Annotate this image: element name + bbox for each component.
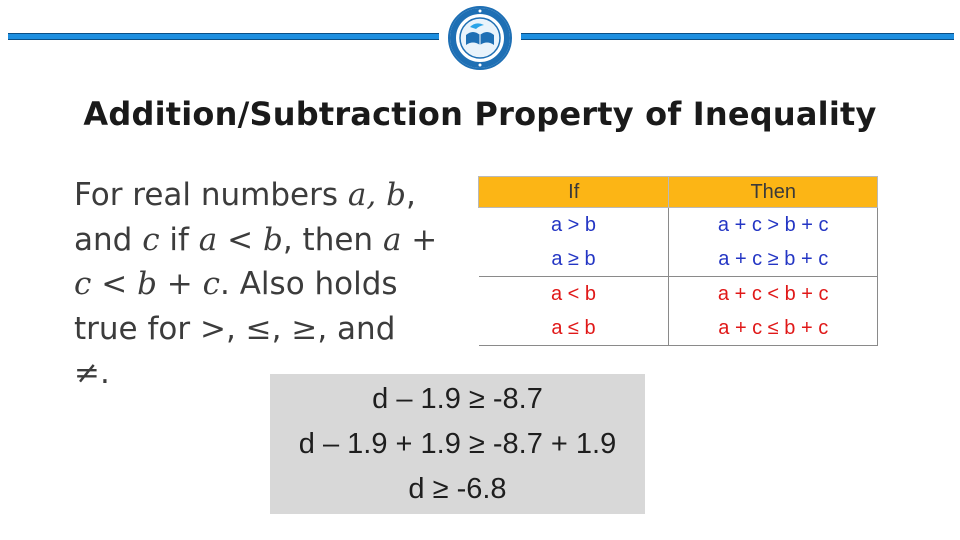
- if-cell: a ≥ b: [479, 242, 669, 277]
- if-cell: a ≤ b: [479, 311, 669, 346]
- table-row: [479, 277, 878, 312]
- if-cell: a > b: [479, 208, 669, 243]
- page-title: Addition/Subtraction Property of Inequality: [83, 95, 877, 133]
- if-cell: a < b: [479, 277, 669, 312]
- then-cell: a + c ≥ b + c: [669, 242, 878, 277]
- then-cell: a + c < b + c: [669, 277, 878, 312]
- inequality-rules-table: [478, 176, 878, 346]
- column-header-if: If: [479, 177, 669, 208]
- then-cell: a + c > b + c: [669, 208, 878, 243]
- worked-example-box: [270, 374, 645, 514]
- school-seal-logo-icon: [446, 5, 514, 71]
- statement-line-3: c < b + c. Also holds: [74, 266, 398, 302]
- then-cell: a + c ≤ b + c: [669, 311, 878, 346]
- property-statement: [74, 173, 474, 396]
- table-row: [479, 208, 878, 243]
- header-rule-left: [8, 33, 439, 40]
- column-header-then: Then: [669, 177, 878, 208]
- table-header-row: [479, 177, 878, 208]
- example-line-3: d ≥ -6.8: [408, 473, 507, 505]
- table-row: [479, 311, 878, 346]
- header-rule-right: [521, 33, 954, 40]
- statement-line-2: and c if a < b, then a +: [74, 221, 438, 258]
- statement-line-1: For real numbers a, b,: [74, 177, 416, 213]
- example-line-1: d – 1.9 ≥ -8.7: [372, 383, 543, 415]
- statement-line-4: true for >, ≤, ≥, and: [74, 310, 396, 347]
- table-row: [479, 242, 878, 277]
- example-line-2: d – 1.9 + 1.9 ≥ -8.7 + 1.9: [298, 428, 617, 460]
- statement-line-5: ≠.: [74, 355, 110, 391]
